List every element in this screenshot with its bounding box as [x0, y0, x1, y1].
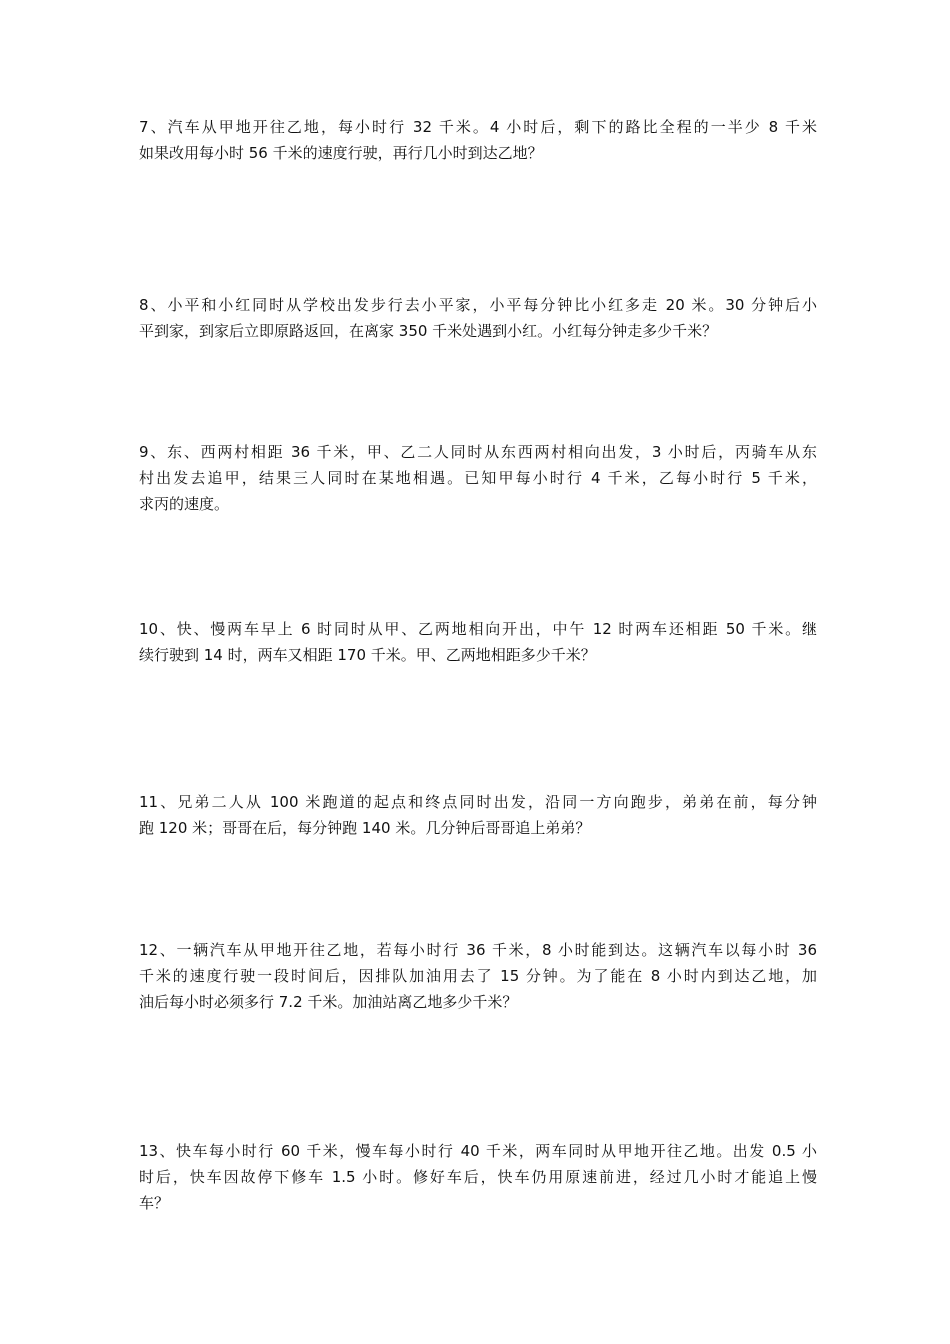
problem-13-line-1: 13、快车每小时行 60 千米，慢车每小时行 40 千米，两车同时从甲地开往乙地。出发 0.5 小 [139, 1142, 817, 1160]
problem-11 [139, 789, 817, 841]
problem-12-line-3: 油后每小时必须多行 7.2 千米。加油站离乙地多少千米？ [139, 993, 518, 1011]
problem-12 [139, 937, 817, 1015]
problem-11-line-1: 11、兄弟二人从 100 米跑道的起点和终点同时出发，沿同一方向跑步，弟弟在前，每分钟 [139, 793, 817, 811]
problem-9-line-3: 求丙的速度。 [139, 495, 230, 513]
problem-12-line-1: 12、一辆汽车从甲地开往乙地，若每小时行 36 千米，8 小时能到达。这辆汽车以每小时 36 [139, 941, 817, 959]
problem-10-line-2: 续行驶到 14 时，两车又相距 170 千米。甲、乙两地相距多少千米？ [139, 646, 596, 664]
problem-8-line-2: 平到家，到家后立即原路返回，在离家 350 千米处遇到小红。小红每分钟走多少千米？ [139, 322, 718, 340]
problem-13 [139, 1138, 817, 1216]
problem-8 [139, 292, 817, 344]
problem-7-line-1: 7、汽车从甲地开往乙地，每小时行 32 千米。4 小时后，剩下的路比全程的一半少 8 千米 [139, 118, 817, 136]
problem-12-line-2: 千米的速度行驶一段时间后，因排队加油用去了 15 分钟。为了能在 8 小时内到达乙地，加 [139, 967, 817, 985]
problem-11-line-2: 跑 120 米；哥哥在后，每分钟跑 140 米。几分钟后哥哥追上弟弟？ [139, 819, 591, 837]
problem-9 [139, 439, 817, 517]
problem-7-line-2: 如果改用每小时 56 千米的速度行驶，再行几小时到达乙地？ [139, 144, 543, 162]
problem-13-line-2: 时后，快车因故停下修车 1.5 小时。修好车后，快车仍用原速前进，经过几小时才能追上慢 [139, 1168, 817, 1186]
problem-7 [139, 114, 817, 166]
problem-10 [139, 616, 817, 668]
problem-9-line-1: 9、东、西两村相距 36 千米，甲、乙二人同时从东西两村相向出发，3 小时后，丙骑车从东 [139, 443, 817, 461]
problem-10-line-1: 10、快、慢两车早上 6 时同时从甲、乙两地相向开出，中午 12 时两车还相距 50 千米。继 [139, 620, 817, 638]
problem-9-line-2: 村出发去追甲，结果三人同时在某地相遇。已知甲每小时行 4 千米，乙每小时行 5 千米， [139, 469, 817, 487]
problem-8-line-1: 8、小平和小红同时从学校出发步行去小平家，小平每分钟比小红多走 20 米。30 分钟后小 [139, 296, 817, 314]
problem-13-line-3: 车？ [139, 1194, 170, 1212]
